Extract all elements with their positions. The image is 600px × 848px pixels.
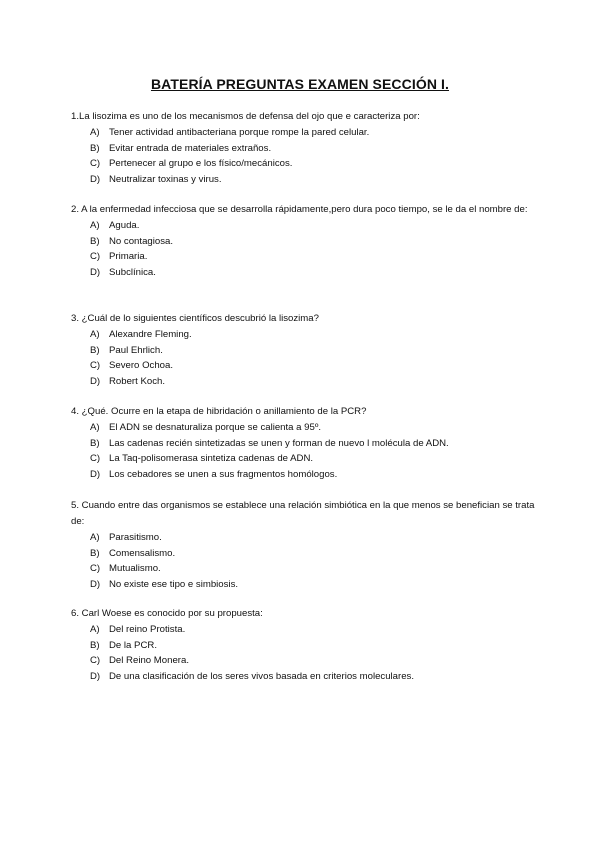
option-text: Del Reino Monera.	[109, 655, 189, 667]
option-a	[90, 530, 541, 546]
option-letter: D)	[90, 468, 101, 480]
option-text: Evitar entrada de materiales extraños.	[109, 142, 272, 154]
option-letter: A)	[90, 220, 100, 231]
question-4	[71, 404, 541, 482]
option-b	[90, 638, 541, 654]
option-letter: C)	[90, 360, 101, 372]
option-text: Severo Ochoa.	[109, 360, 173, 372]
option-d	[90, 669, 541, 685]
option-text: No contagiosa.	[109, 235, 173, 247]
option-letter: C)	[90, 453, 101, 465]
option-text: Mutualismo.	[109, 563, 161, 575]
option-text: De la PCR.	[109, 639, 157, 651]
option-letter: B)	[90, 235, 100, 247]
option-letter: D)	[90, 266, 101, 278]
option-letter: A)	[90, 624, 100, 635]
option-b	[90, 141, 541, 157]
option-b	[90, 546, 541, 562]
option-b	[90, 343, 541, 359]
option-text: Pertenecer al grupo e los físico/mecánicos.	[109, 158, 293, 170]
option-text: De una clasificación de los seres vivos basada en criterios moleculares.	[109, 670, 415, 682]
option-b	[90, 234, 541, 250]
option-letter: C)	[90, 158, 101, 170]
option-a	[90, 218, 541, 234]
option-letter: D)	[90, 670, 101, 682]
option-text: No existe ese tipo e simbiosis.	[109, 578, 239, 590]
option-text: Paul Ehrlich.	[109, 344, 163, 356]
option-letter: A)	[90, 127, 100, 138]
option-letter: B)	[90, 437, 100, 449]
option-d	[90, 265, 541, 281]
options-list	[71, 530, 541, 592]
options-list	[71, 218, 541, 280]
question-5	[71, 498, 541, 592]
option-c	[90, 451, 541, 467]
option-a	[90, 420, 541, 436]
question-text: 3. ¿Cuál de lo siguientes científicos descubrió la lisozima?	[71, 313, 319, 324]
option-text: La Taq-polisomerasa sintetiza cadenas de ADN.	[109, 453, 314, 465]
option-letter: B)	[90, 547, 100, 559]
option-text: Neutralizar toxinas y virus.	[109, 173, 222, 185]
option-letter: C)	[90, 655, 101, 667]
option-letter: A)	[90, 329, 100, 340]
option-c	[90, 249, 541, 265]
option-text: Del reino Protista.	[109, 624, 186, 635]
question-text: 6. Carl Woese es conocido por su propuesta:	[71, 608, 263, 619]
option-letter: B)	[90, 142, 100, 154]
question-3	[71, 311, 541, 389]
option-d	[90, 172, 541, 188]
option-c	[90, 561, 541, 577]
question-2	[71, 202, 541, 280]
option-text: Tener actividad antibacteriana porque rompe la pared celular.	[109, 127, 370, 138]
option-letter: D)	[90, 578, 101, 590]
option-letter: B)	[90, 639, 100, 651]
option-a	[90, 622, 541, 638]
option-d	[90, 467, 541, 483]
option-a	[90, 327, 541, 343]
options-list	[71, 125, 541, 187]
option-text: Alexandre Fleming.	[109, 329, 192, 340]
option-text: El ADN se desnaturaliza porque se calienta a 95º.	[109, 422, 322, 433]
option-text: Aguda.	[109, 220, 140, 231]
option-d	[90, 577, 541, 593]
option-c	[90, 156, 541, 172]
option-text: Comensalismo.	[109, 547, 176, 559]
option-a	[90, 125, 541, 141]
option-text: Robert Koch.	[109, 375, 165, 387]
document-title: BATERÍA PREGUNTAS EXAMEN SECCIÓN I.	[150, 76, 450, 92]
option-letter: C)	[90, 563, 101, 575]
option-text: Las cadenas recién sintetizadas se unen y forman de nuevo l molécula de ADN.	[109, 437, 449, 449]
question-text: 2. A la enfermedad infecciosa que se desarrolla rápidamente,pero dura poco tiempo, se le da el nombre de:	[71, 204, 528, 215]
option-letter: C)	[90, 251, 101, 263]
option-text: Parasitismo.	[109, 532, 162, 543]
options-list	[71, 327, 541, 389]
option-letter: D)	[90, 173, 101, 185]
option-c	[90, 653, 541, 669]
option-text: Subclínica.	[109, 266, 156, 278]
option-d	[90, 374, 541, 390]
option-letter: A)	[90, 422, 100, 433]
question-1	[71, 109, 541, 187]
question-text: 1.La lisozima es uno de los mecanismos de defensa del ojo que e caracteriza por:	[71, 111, 420, 122]
option-b	[90, 436, 541, 452]
options-list	[71, 622, 541, 684]
question-text: 4. ¿Qué. Ocurre en la etapa de hibridación o anillamiento de la PCR?	[71, 406, 367, 417]
question-6	[71, 606, 541, 684]
options-list	[71, 420, 541, 482]
option-text: Los cebadores se unen a sus fragmentos homólogos.	[109, 468, 338, 480]
question-text: 5. Cuando entre das organismos se establece una relación simbiótica en la que menos se benefician se trata de:	[71, 500, 535, 527]
option-text: Primaria.	[109, 251, 148, 263]
option-letter: B)	[90, 344, 100, 356]
option-c	[90, 358, 541, 374]
option-letter: D)	[90, 375, 101, 387]
option-letter: A)	[90, 532, 100, 543]
